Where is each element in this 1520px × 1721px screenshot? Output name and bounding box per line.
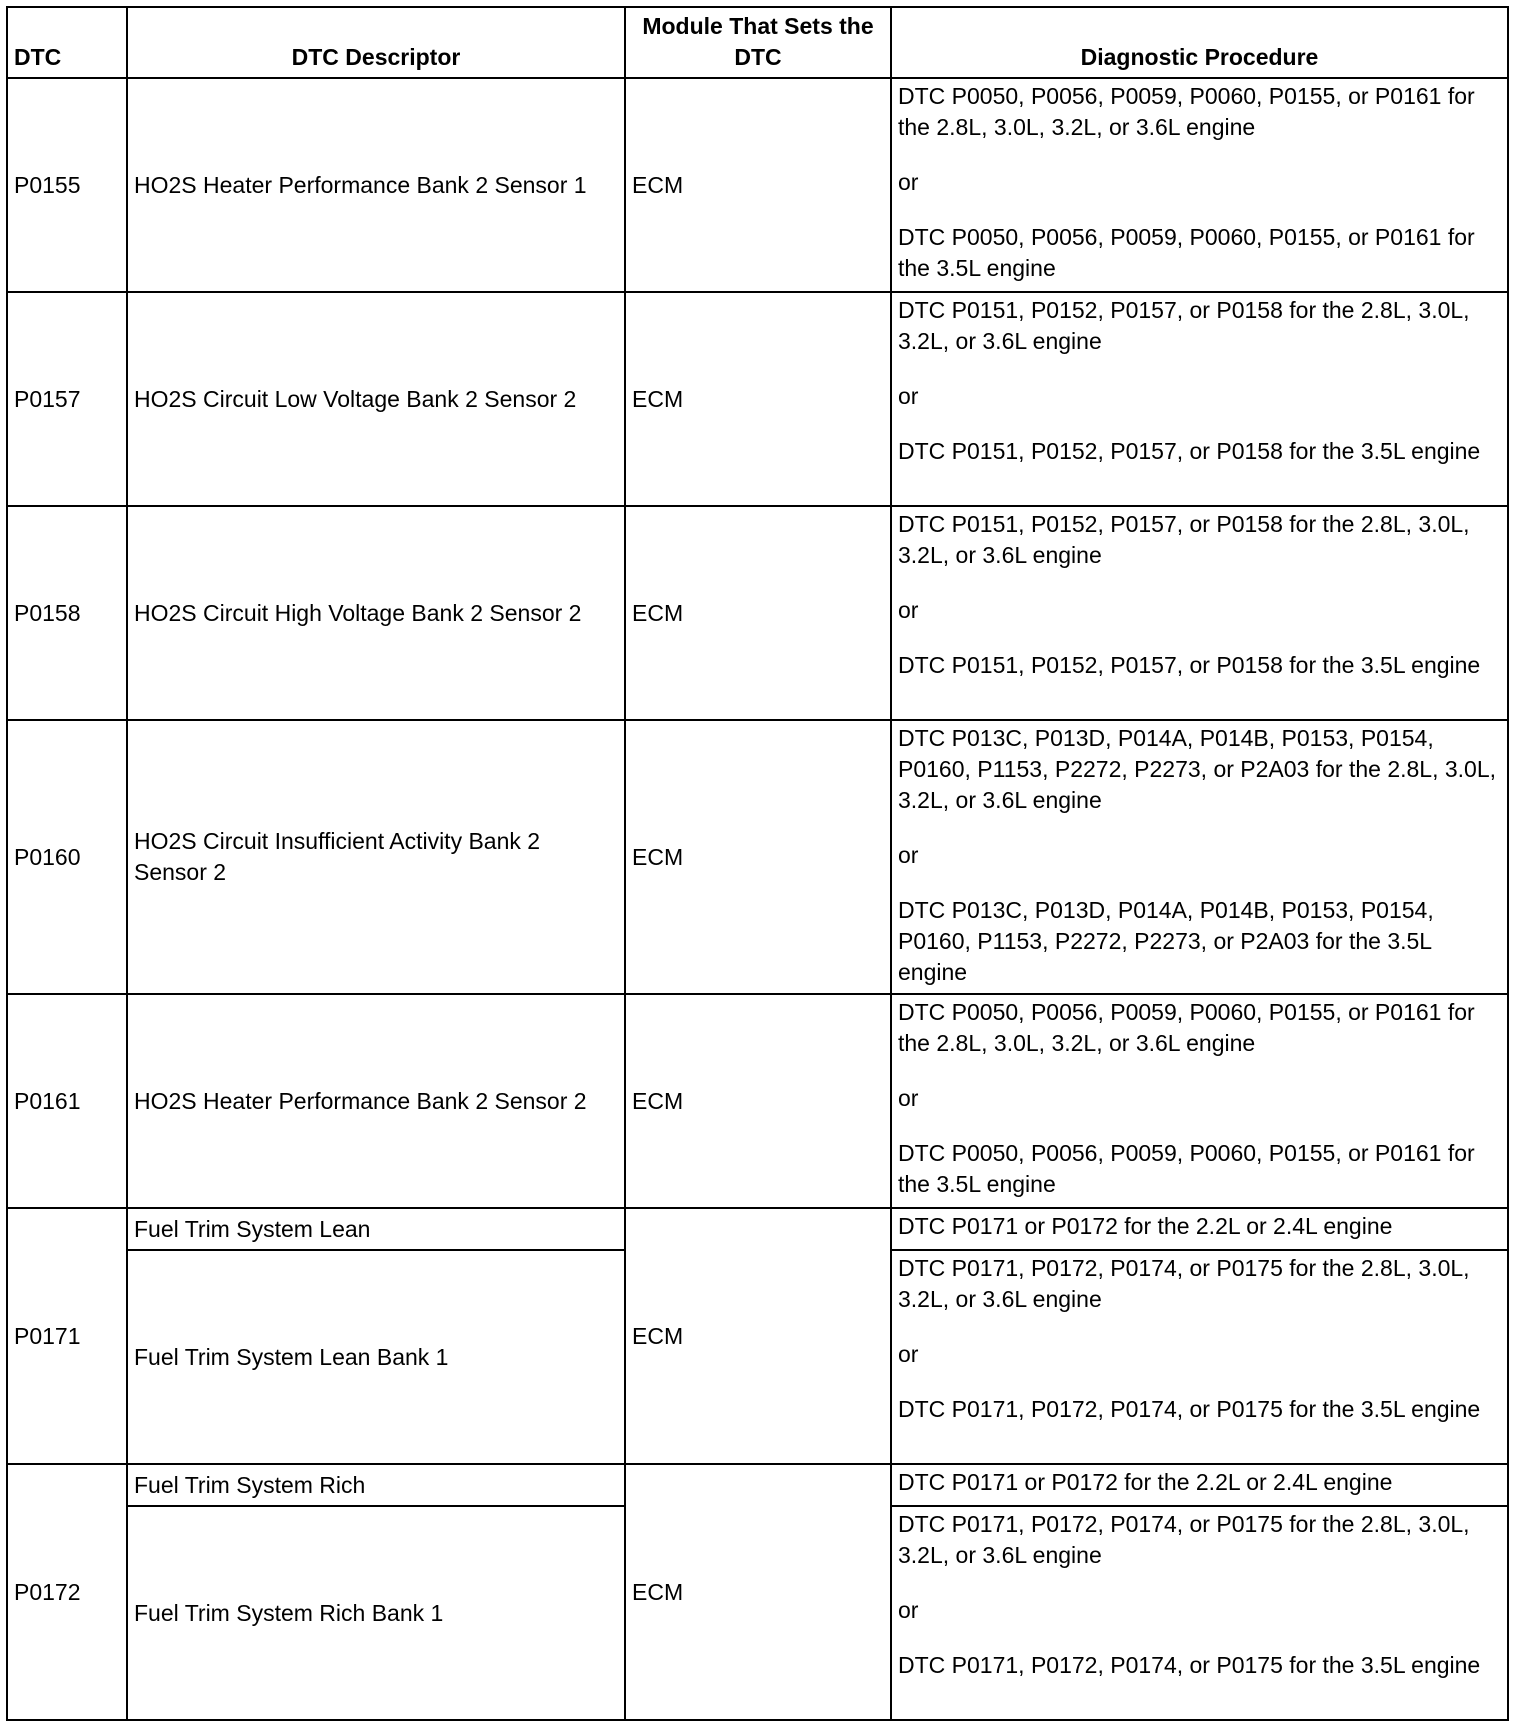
dtc-descriptor: Fuel Trim System Rich Bank 1 — [127, 1506, 625, 1720]
procedure-text: DTC P0050, P0056, P0059, P0060, P0155, or P0161 for the 2.8L, 3.0L, 3.2L, or 3.6L engine — [898, 999, 1475, 1056]
procedure-text: or — [898, 1341, 919, 1367]
procedure-text: DTC P0151, P0152, P0157, or P0158 for the 3.5L engine — [898, 438, 1481, 464]
dtc-module: ECM — [625, 720, 891, 994]
procedure-text: DTC P0151, P0152, P0157, or P0158 for the 2.8L, 3.0L, 3.2L, or 3.6L engine — [898, 511, 1470, 568]
header-module: Module That Sets the DTC — [625, 7, 891, 78]
dtc-code: P0171 — [7, 1208, 127, 1464]
dtc-code: P0155 — [7, 78, 127, 292]
dtc-code: P0157 — [7, 292, 127, 506]
table-row — [7, 506, 1508, 720]
procedure-text: or — [898, 383, 919, 409]
procedure-text: DTC P0050, P0056, P0059, P0060, P0155, or P0161 for the 3.5L engine — [898, 224, 1475, 281]
procedure-text: DTC P0151, P0152, P0157, or P0158 for the 3.5L engine — [898, 652, 1481, 678]
procedure-text: DTC P0050, P0056, P0059, P0060, P0155, or P0161 for the 3.5L engine — [898, 1140, 1475, 1197]
table-row — [7, 1464, 1508, 1506]
diagnostic-procedure — [891, 1208, 1508, 1250]
dtc-descriptor: Fuel Trim System Lean — [127, 1208, 625, 1250]
dtc-descriptor: HO2S Circuit High Voltage Bank 2 Sensor 2 — [127, 506, 625, 720]
table-row — [7, 720, 1508, 994]
table-row — [7, 292, 1508, 506]
dtc-module: ECM — [625, 506, 891, 720]
diagnostic-procedure — [891, 292, 1508, 506]
dtc-module: ECM — [625, 1208, 891, 1464]
procedure-text: DTC P0171, P0172, P0174, or P0175 for the 3.5L engine — [898, 1396, 1481, 1422]
dtc-module: ECM — [625, 292, 891, 506]
table-header-row — [7, 7, 1508, 78]
dtc-code: P0158 — [7, 506, 127, 720]
dtc-module: ECM — [625, 994, 891, 1208]
procedure-text: or — [898, 1085, 919, 1111]
header-procedure: Diagnostic Procedure — [891, 7, 1508, 78]
diagnostic-procedure — [891, 720, 1508, 994]
dtc-descriptor: HO2S Heater Performance Bank 2 Sensor 2 — [127, 994, 625, 1208]
dtc-code: P0160 — [7, 720, 127, 994]
dtc-module: ECM — [625, 1464, 891, 1720]
procedure-text: or — [898, 1597, 919, 1623]
dtc-code: P0172 — [7, 1464, 127, 1720]
diagnostic-procedure — [891, 1506, 1508, 1720]
dtc-descriptor: Fuel Trim System Lean Bank 1 — [127, 1250, 625, 1464]
diagnostic-procedure — [891, 994, 1508, 1208]
procedure-text: DTC P0050, P0056, P0059, P0060, P0155, or P0161 for the 2.8L, 3.0L, 3.2L, or 3.6L engine — [898, 83, 1475, 140]
procedure-text: or — [898, 597, 919, 623]
procedure-text: DTC P0151, P0152, P0157, or P0158 for the 2.8L, 3.0L, 3.2L, or 3.6L engine — [898, 297, 1470, 354]
table-row — [7, 78, 1508, 292]
dtc-descriptor: HO2S Heater Performance Bank 2 Sensor 1 — [127, 78, 625, 292]
dtc-code: P0161 — [7, 994, 127, 1208]
procedure-text: DTC P013C, P013D, P014A, P014B, P0153, P0154, P0160, P1153, P2272, P2273, or P2A03 for the 3.5L engine — [898, 897, 1434, 985]
procedure-text: DTC P0171 or P0172 for the 2.2L or 2.4L engine — [898, 1469, 1393, 1495]
procedure-text: or — [898, 842, 919, 868]
header-dtc: DTC — [7, 7, 127, 78]
dtc-descriptor: HO2S Circuit Low Voltage Bank 2 Sensor 2 — [127, 292, 625, 506]
table-row — [7, 1208, 1508, 1250]
dtc-module: ECM — [625, 78, 891, 292]
procedure-text: DTC P0171 or P0172 for the 2.2L or 2.4L engine — [898, 1213, 1393, 1239]
header-descriptor: DTC Descriptor — [127, 7, 625, 78]
diagnostic-procedure — [891, 506, 1508, 720]
procedure-text: DTC P0171, P0172, P0174, or P0175 for the 3.5L engine — [898, 1652, 1481, 1678]
dtc-table — [6, 6, 1509, 1721]
table-row — [7, 994, 1508, 1208]
diagnostic-procedure — [891, 78, 1508, 292]
procedure-text: or — [898, 169, 919, 195]
procedure-text: DTC P0171, P0172, P0174, or P0175 for the 2.8L, 3.0L, 3.2L, or 3.6L engine — [898, 1511, 1470, 1568]
dtc-descriptor: HO2S Circuit Insufficient Activity Bank 2 Sensor 2 — [127, 720, 625, 994]
procedure-text: DTC P0171, P0172, P0174, or P0175 for the 2.8L, 3.0L, 3.2L, or 3.6L engine — [898, 1255, 1470, 1312]
diagnostic-procedure — [891, 1464, 1508, 1506]
dtc-descriptor: Fuel Trim System Rich — [127, 1464, 625, 1506]
procedure-text: DTC P013C, P013D, P014A, P014B, P0153, P0154, P0160, P1153, P2272, P2273, or P2A03 for the 2.8L, 3.0L, 3.2L, or 3.6L engine — [898, 725, 1497, 813]
diagnostic-procedure — [891, 1250, 1508, 1464]
